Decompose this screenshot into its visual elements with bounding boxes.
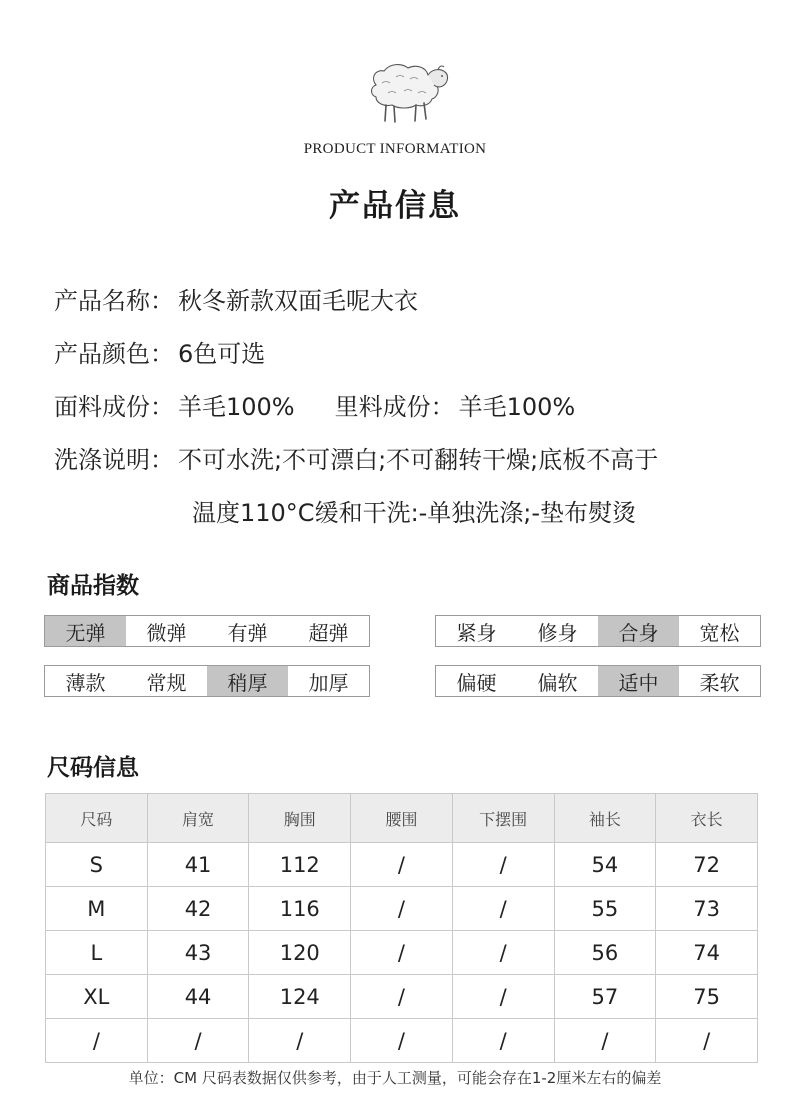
table-cell: 72 bbox=[656, 843, 758, 887]
elasticity-option: 无弹 bbox=[45, 616, 126, 646]
elasticity-option: 有弹 bbox=[227, 620, 268, 645]
fit-option: 修身 bbox=[537, 620, 578, 645]
table-cell: 112 bbox=[249, 843, 351, 887]
table-row bbox=[46, 931, 758, 975]
lining-value: 羊毛100% bbox=[458, 393, 576, 421]
info-row-wash bbox=[54, 440, 658, 475]
table-cell: 116 bbox=[249, 887, 351, 931]
header-waist: 腰围 bbox=[351, 794, 453, 843]
table-cell: 55 bbox=[554, 887, 656, 931]
table-cell: / bbox=[554, 1019, 656, 1063]
table-cell: / bbox=[452, 887, 554, 931]
fabric-label: 面料成份： bbox=[54, 393, 174, 421]
table-cell: 74 bbox=[656, 931, 758, 975]
thickness-option: 稍厚 bbox=[207, 666, 288, 696]
table-cell: / bbox=[351, 843, 453, 887]
softness-option: 柔软 bbox=[699, 670, 740, 695]
table-row bbox=[46, 1019, 758, 1063]
name-label: 产品名称： bbox=[54, 287, 174, 315]
fabric-value: 羊毛100% bbox=[178, 393, 295, 421]
table-cell: / bbox=[351, 887, 453, 931]
table-cell: 73 bbox=[656, 887, 758, 931]
table-cell: / bbox=[351, 975, 453, 1019]
thickness-option: 常规 bbox=[146, 670, 187, 695]
index-title: 商品指数 bbox=[47, 573, 139, 599]
en-title: PRODUCT INFORMATION bbox=[303, 141, 487, 157]
table-cell: M bbox=[46, 887, 148, 931]
color-label: 产品颜色： bbox=[54, 340, 174, 368]
table-cell: 44 bbox=[147, 975, 249, 1019]
table-cell: / bbox=[656, 1019, 758, 1063]
name-value: 秋冬新款双面毛呢大衣 bbox=[178, 287, 418, 315]
table-cell: / bbox=[351, 931, 453, 975]
thickness-option: 加厚 bbox=[308, 670, 349, 695]
elasticity-option: 微弹 bbox=[146, 620, 187, 645]
info-row-name bbox=[54, 281, 418, 316]
sheep-logo-icon bbox=[362, 55, 452, 127]
table-cell: / bbox=[351, 1019, 453, 1063]
elasticity-group bbox=[44, 615, 370, 647]
fit-option: 紧身 bbox=[456, 620, 497, 645]
elasticity-option: 超弹 bbox=[308, 620, 349, 645]
table-cell: 41 bbox=[147, 843, 249, 887]
info-row-fabric bbox=[54, 387, 575, 422]
table-cell: / bbox=[452, 1019, 554, 1063]
table-cell: / bbox=[452, 931, 554, 975]
table-cell: / bbox=[249, 1019, 351, 1063]
size-table-header bbox=[46, 794, 758, 843]
size-note: 单位：CM 尺码表数据仅供参考，由于人工测量，可能会存在1-2厘米左右的偏差 bbox=[128, 1069, 662, 1087]
header-length: 衣长 bbox=[656, 794, 758, 843]
header-shoulder: 肩宽 bbox=[147, 794, 249, 843]
header-sleeve: 袖长 bbox=[554, 794, 656, 843]
table-cell: 43 bbox=[147, 931, 249, 975]
table-cell: / bbox=[147, 1019, 249, 1063]
table-cell: / bbox=[46, 1019, 148, 1063]
table-cell: / bbox=[452, 975, 554, 1019]
table-row bbox=[46, 887, 758, 931]
header-chest: 胸围 bbox=[249, 794, 351, 843]
table-cell: 57 bbox=[554, 975, 656, 1019]
table-cell: 75 bbox=[656, 975, 758, 1019]
size-title: 尺码信息 bbox=[47, 755, 139, 781]
lining-label: 里料成份： bbox=[334, 393, 455, 421]
softness-option: 偏硬 bbox=[456, 670, 497, 695]
fit-group bbox=[435, 615, 761, 647]
fit-option: 合身 bbox=[598, 616, 679, 646]
table-cell: XL bbox=[46, 975, 148, 1019]
table-row bbox=[46, 843, 758, 887]
wash-line-1: 不可水洗;不可漂白;不可翻转干燥;底板不高于 bbox=[178, 446, 659, 474]
softness-group bbox=[435, 665, 761, 697]
thickness-group bbox=[44, 665, 370, 697]
color-value: 6色可选 bbox=[178, 340, 266, 368]
table-cell: L bbox=[46, 931, 148, 975]
thickness-option: 薄款 bbox=[65, 670, 106, 695]
table-cell: S bbox=[46, 843, 148, 887]
table-row bbox=[46, 975, 758, 1019]
table-cell: 120 bbox=[249, 931, 351, 975]
table-cell: 56 bbox=[554, 931, 656, 975]
table-cell: 54 bbox=[554, 843, 656, 887]
softness-option: 偏软 bbox=[537, 670, 578, 695]
size-table bbox=[45, 793, 758, 1063]
header-size: 尺码 bbox=[46, 794, 148, 843]
table-cell: / bbox=[452, 843, 554, 887]
fit-option: 宽松 bbox=[699, 620, 740, 645]
header-hem: 下摆围 bbox=[452, 794, 554, 843]
page-title: 产品信息 bbox=[329, 188, 461, 224]
table-cell: 124 bbox=[249, 975, 351, 1019]
info-row-color bbox=[54, 334, 265, 369]
wash-line-2: 温度110°C缓和干洗:-单独洗涤;-垫布熨烫 bbox=[192, 499, 637, 527]
wash-label: 洗涤说明： bbox=[54, 446, 174, 474]
table-cell: 42 bbox=[147, 887, 249, 931]
softness-option: 适中 bbox=[598, 666, 679, 696]
